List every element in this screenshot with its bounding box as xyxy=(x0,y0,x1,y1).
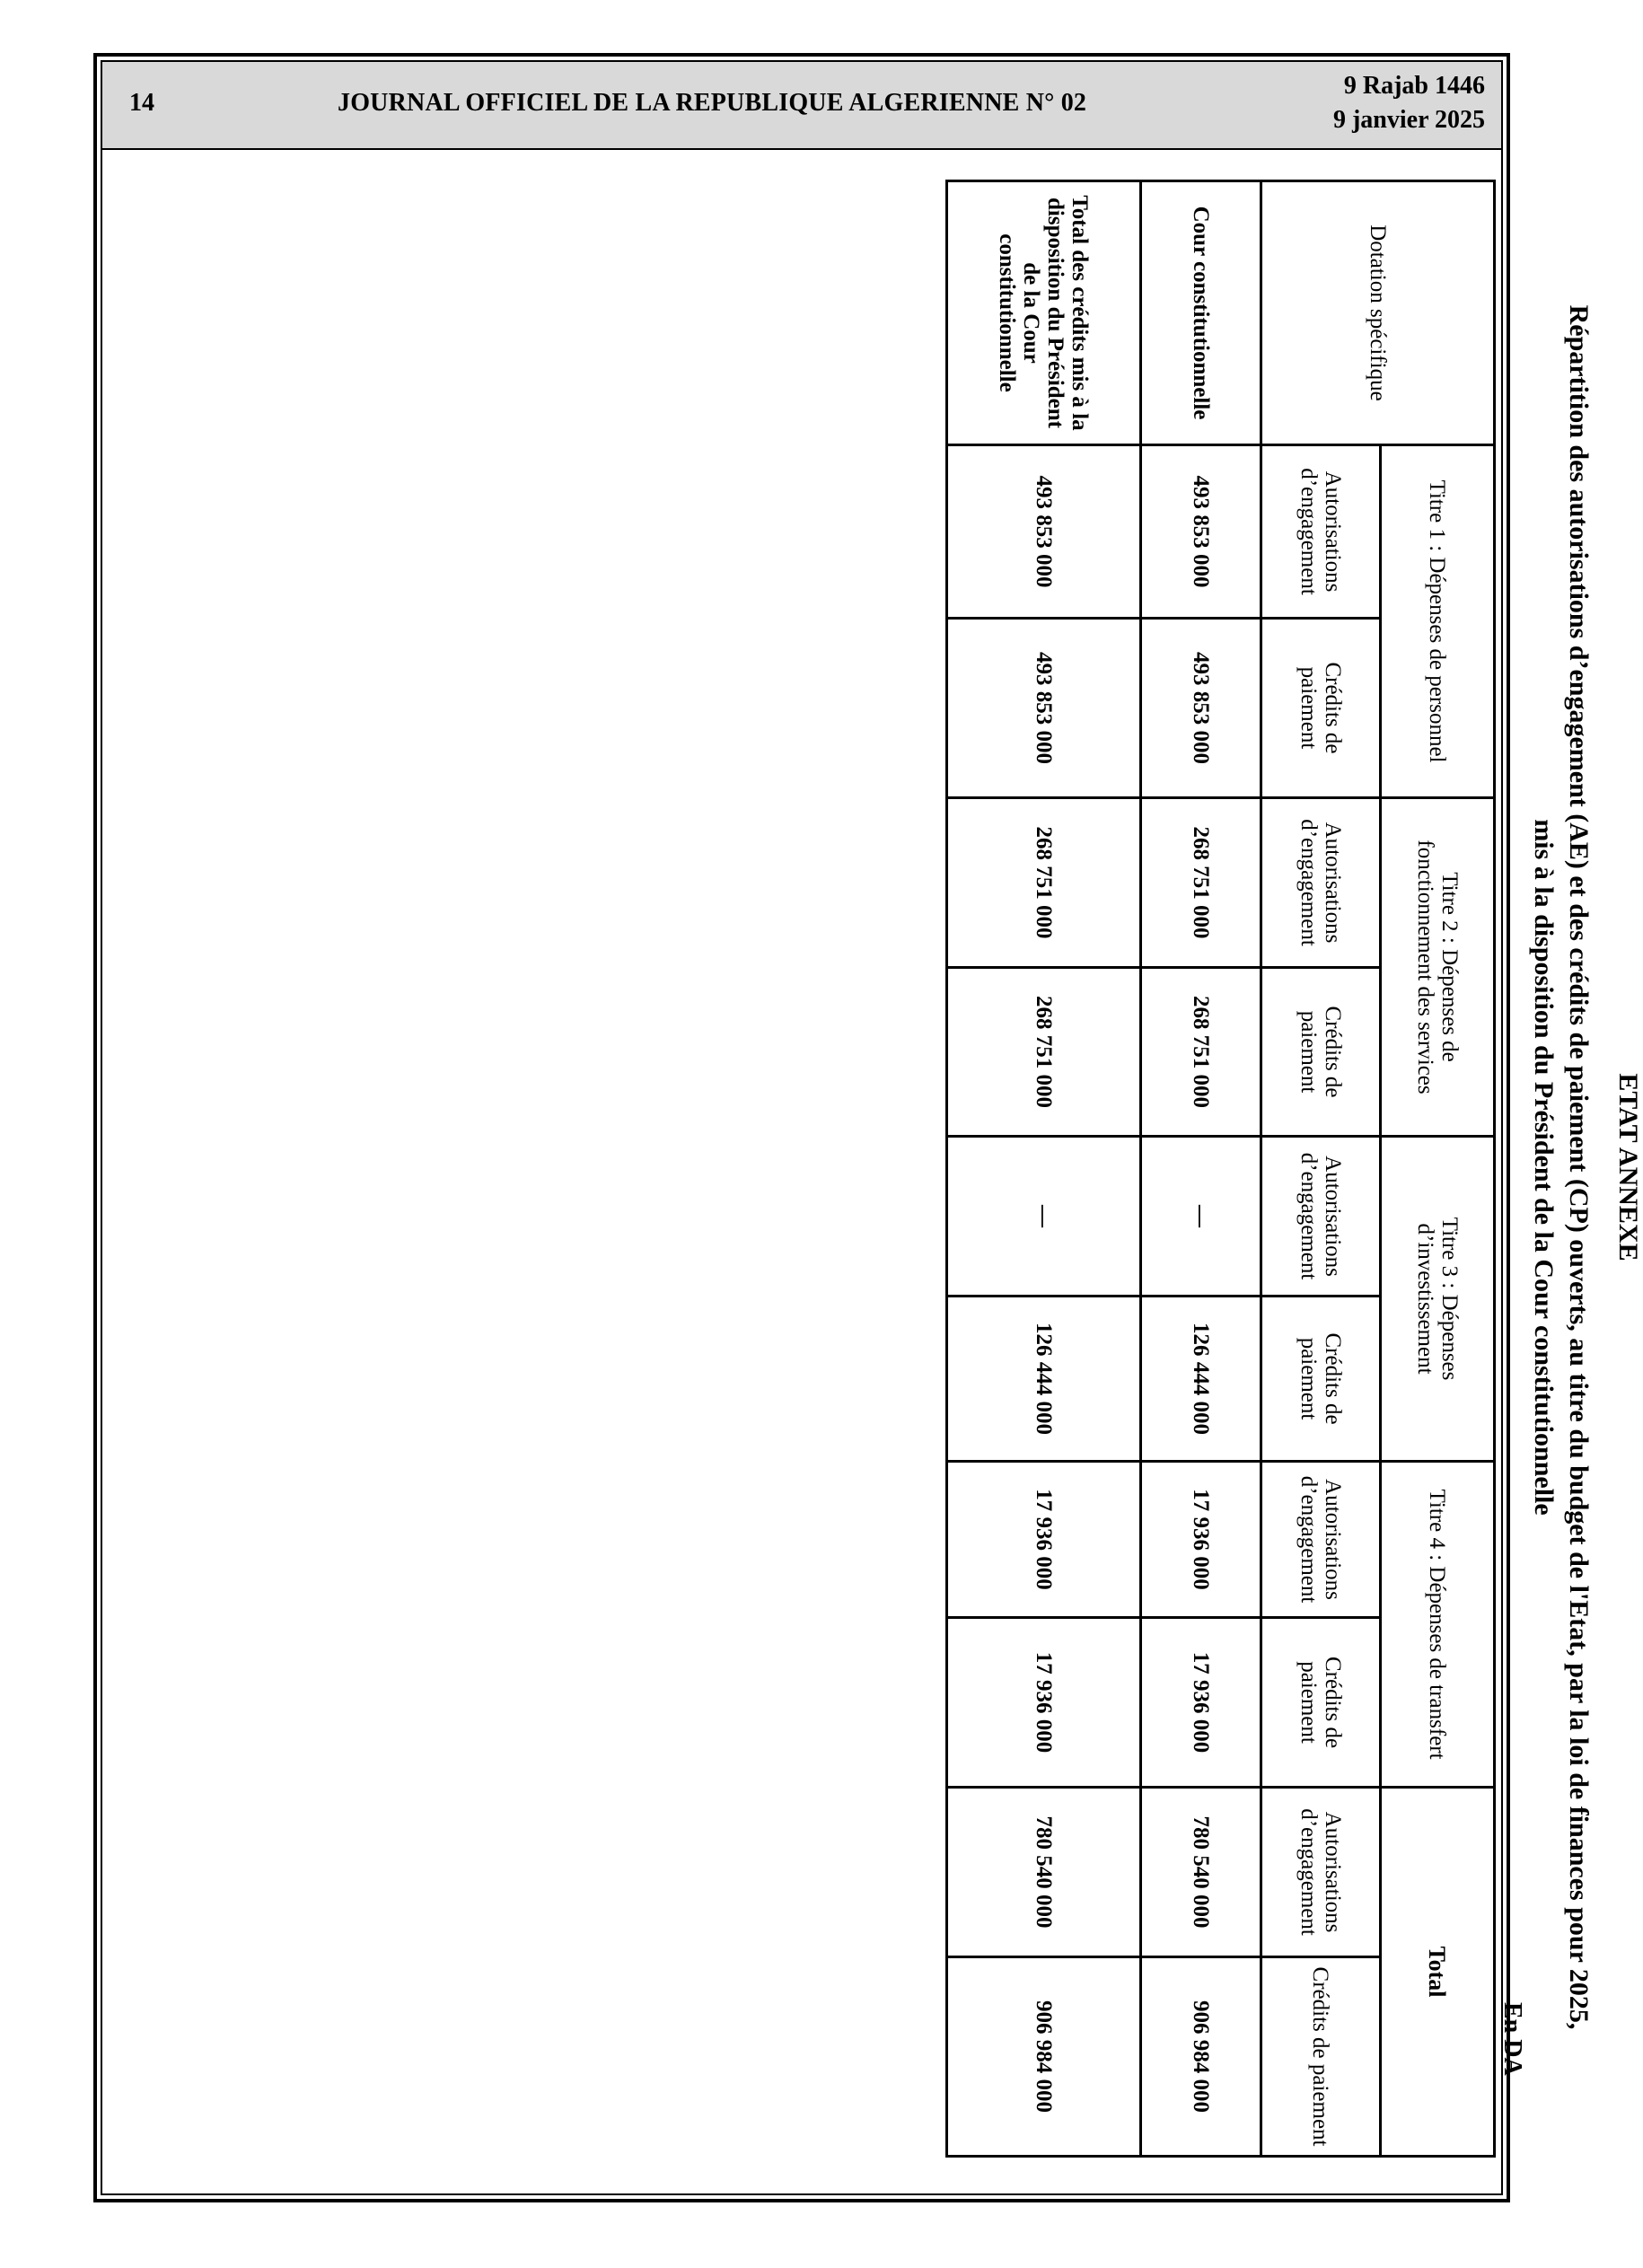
value-cell: 268 751 000 xyxy=(947,968,1141,1137)
subheader-cp: Crédits de paiement xyxy=(1261,1297,1381,1462)
table-row-total xyxy=(947,181,1141,2157)
corner-label-cell: Dotation spécifique xyxy=(1261,181,1495,445)
value-cell: 17 936 000 xyxy=(947,1462,1141,1618)
hijri-date: 9 Rajab 1446 xyxy=(1343,72,1485,100)
subheader-ae: Autorisations d’engagement xyxy=(1261,1462,1381,1618)
budget-allocation-table xyxy=(945,180,1496,2158)
group-header-titre-3: Titre 3 : Dépenses d’investissement xyxy=(1381,1137,1495,1462)
table-row xyxy=(1141,181,1261,2157)
value-cell: 906 984 000 xyxy=(947,1957,1141,2157)
value-cell: 906 984 000 xyxy=(1141,1957,1261,2157)
value-cell: 493 853 000 xyxy=(1141,619,1261,798)
value-cell: 17 936 000 xyxy=(947,1618,1141,1788)
page-number: 14 xyxy=(129,89,154,117)
value-cell: — xyxy=(947,1137,1141,1297)
journal-header xyxy=(102,62,1501,150)
subheader-cp: Crédits de paiement xyxy=(1261,1957,1381,2157)
value-cell: 780 540 000 xyxy=(1141,1788,1261,1957)
annex-subtitle-line-1: Répartition des autorisations d’engagement (AE) et des crédits de paiement (CP) ouverts, au titre du budget de l'Etat, par la loi de finances pour 2025, xyxy=(1564,304,1594,2030)
annex-subtitle-line-2: mis à la disposition du Président de la Cour constitutionnelle xyxy=(1529,819,1559,1516)
table-header-row-groups xyxy=(1381,181,1495,2157)
row-label-total: Total des crédits mis à la disposition du Président de la Cour constitutionnelle xyxy=(947,181,1141,445)
subheader-ae: Autorisations d’engagement xyxy=(1261,798,1381,968)
group-header-titre-4: Titre 4 : Dépenses de transfert xyxy=(1381,1462,1495,1788)
value-cell: 493 853 000 xyxy=(947,445,1141,619)
subheader-ae: Autorisations d’engagement xyxy=(1261,445,1381,619)
subheader-ae: Autorisations d’engagement xyxy=(1261,1788,1381,1957)
annex-subtitle xyxy=(1526,242,1596,2092)
subheader-cp: Crédits de paiement xyxy=(1261,1618,1381,1788)
table-header-row-subheaders xyxy=(1261,181,1381,2157)
group-header-titre-2: Titre 2 : Dépenses de fonctionnement des services xyxy=(1381,798,1495,1137)
value-cell: 17 936 000 xyxy=(1141,1462,1261,1618)
currency-unit: En DA xyxy=(1498,2002,1526,2076)
value-cell: 780 540 000 xyxy=(947,1788,1141,1957)
value-cell: 493 853 000 xyxy=(1141,445,1261,619)
etat-annexe-title: ETAT ANNEXE xyxy=(1613,1073,1643,1261)
value-cell: 268 751 000 xyxy=(1141,798,1261,968)
annex-content xyxy=(449,180,1643,2155)
issue-date xyxy=(1333,69,1485,137)
value-cell: 268 751 000 xyxy=(947,798,1141,968)
subheader-cp: Crédits de paiement xyxy=(1261,619,1381,798)
value-cell: 17 936 000 xyxy=(1141,1618,1261,1788)
value-cell: 268 751 000 xyxy=(1141,968,1261,1137)
group-header-titre-1: Titre 1 : Dépenses de personnel xyxy=(1381,445,1495,798)
gregorian-date: 9 janvier 2025 xyxy=(1332,106,1485,134)
value-cell: 126 444 000 xyxy=(947,1297,1141,1462)
journal-title: JOURNAL OFFICIEL DE LA REPUBLIQUE ALGERIENNE N° 02 xyxy=(338,89,1087,117)
value-cell: 493 853 000 xyxy=(947,619,1141,798)
row-label-cour-constitutionnelle: Cour constitutionnelle xyxy=(1141,181,1261,445)
group-header-total: Total xyxy=(1381,1788,1495,2157)
subheader-ae: Autorisations d’engagement xyxy=(1261,1137,1381,1297)
subheader-cp: Crédits de paiement xyxy=(1261,968,1381,1137)
value-cell: 126 444 000 xyxy=(1141,1297,1261,1462)
value-cell: — xyxy=(1141,1137,1261,1297)
